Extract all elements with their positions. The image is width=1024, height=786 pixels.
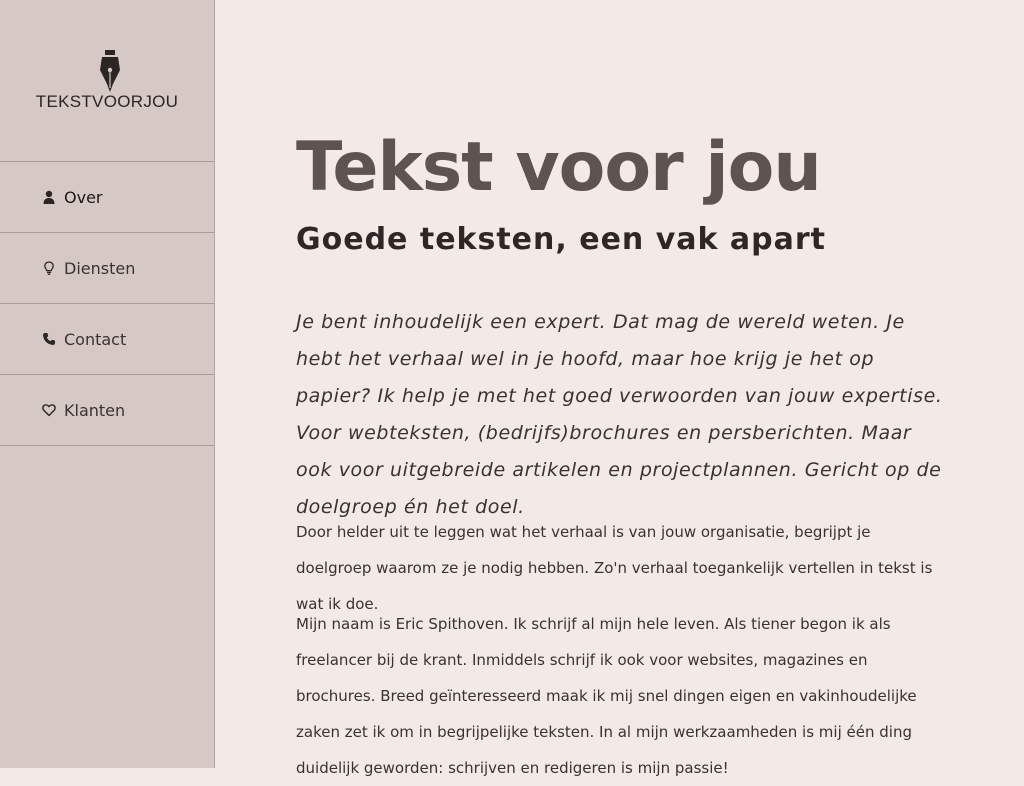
logo-text: TEKSTVOORJOU: [35, 92, 179, 111]
page-title: Tekst voor jou: [296, 128, 821, 207]
body-paragraph-2: Mijn naam is Eric Spithoven. Ik schrijf al mijn hele leven. Als tiener begon ik als freelancer bij de krant. Inmiddels schrijf ik ook voor websites, magazines en brochures. Breed geïnteresseerd maak ik mij snel dingen eigen en vakinhoudelijke zaken zet ik om in begrijpelijke teksten. In al mijn werkzaamheden is mij één ding duidelijk geworden: schrijven en redigeren is mijn passie!: [296, 615, 917, 777]
nav-item-label: Contact: [64, 329, 127, 349]
nav-item-label: Diensten: [64, 258, 136, 278]
nav-item-contact[interactable]: [0, 304, 214, 375]
logo[interactable]: [0, 0, 214, 161]
body-paragraph-1: Door helder uit te leggen wat het verhaal is van jouw organisatie, begrijpt je doelgroep waarom ze je nodig hebben. Zo'n verhaal toegankelijk vertellen in tekst is wat ik doe.: [296, 523, 933, 613]
phone-icon: [42, 332, 56, 346]
sidebar: [0, 0, 215, 768]
page-subtitle: Goede teksten, een vak apart: [296, 222, 827, 257]
lightbulb-icon: [42, 261, 56, 275]
heart-icon: [42, 403, 56, 417]
fountain-pen-nib-icon: [98, 50, 122, 92]
intro-paragraph: Je bent inhoudelijk een expert. Dat mag de wereld weten. Je hebt het verhaal wel in je hoofd, maar hoe krijg je het op papier? Ik help je met het goed verwoorden van jouw expertise. Voor webteksten, (bedrijfs)brochures en persberichten. Maar ook voor uitgebreide artikelen en projectplannen. Gericht op de doelgroep én het doel.: [296, 311, 943, 518]
main-nav: [0, 161, 214, 446]
person-icon: [42, 190, 56, 204]
nav-item-klanten[interactable]: [0, 375, 214, 446]
nav-item-diensten[interactable]: [0, 233, 214, 304]
nav-item-over[interactable]: [0, 162, 214, 233]
nav-item-label: Klanten: [64, 400, 126, 420]
nav-item-label: Over: [64, 187, 103, 207]
